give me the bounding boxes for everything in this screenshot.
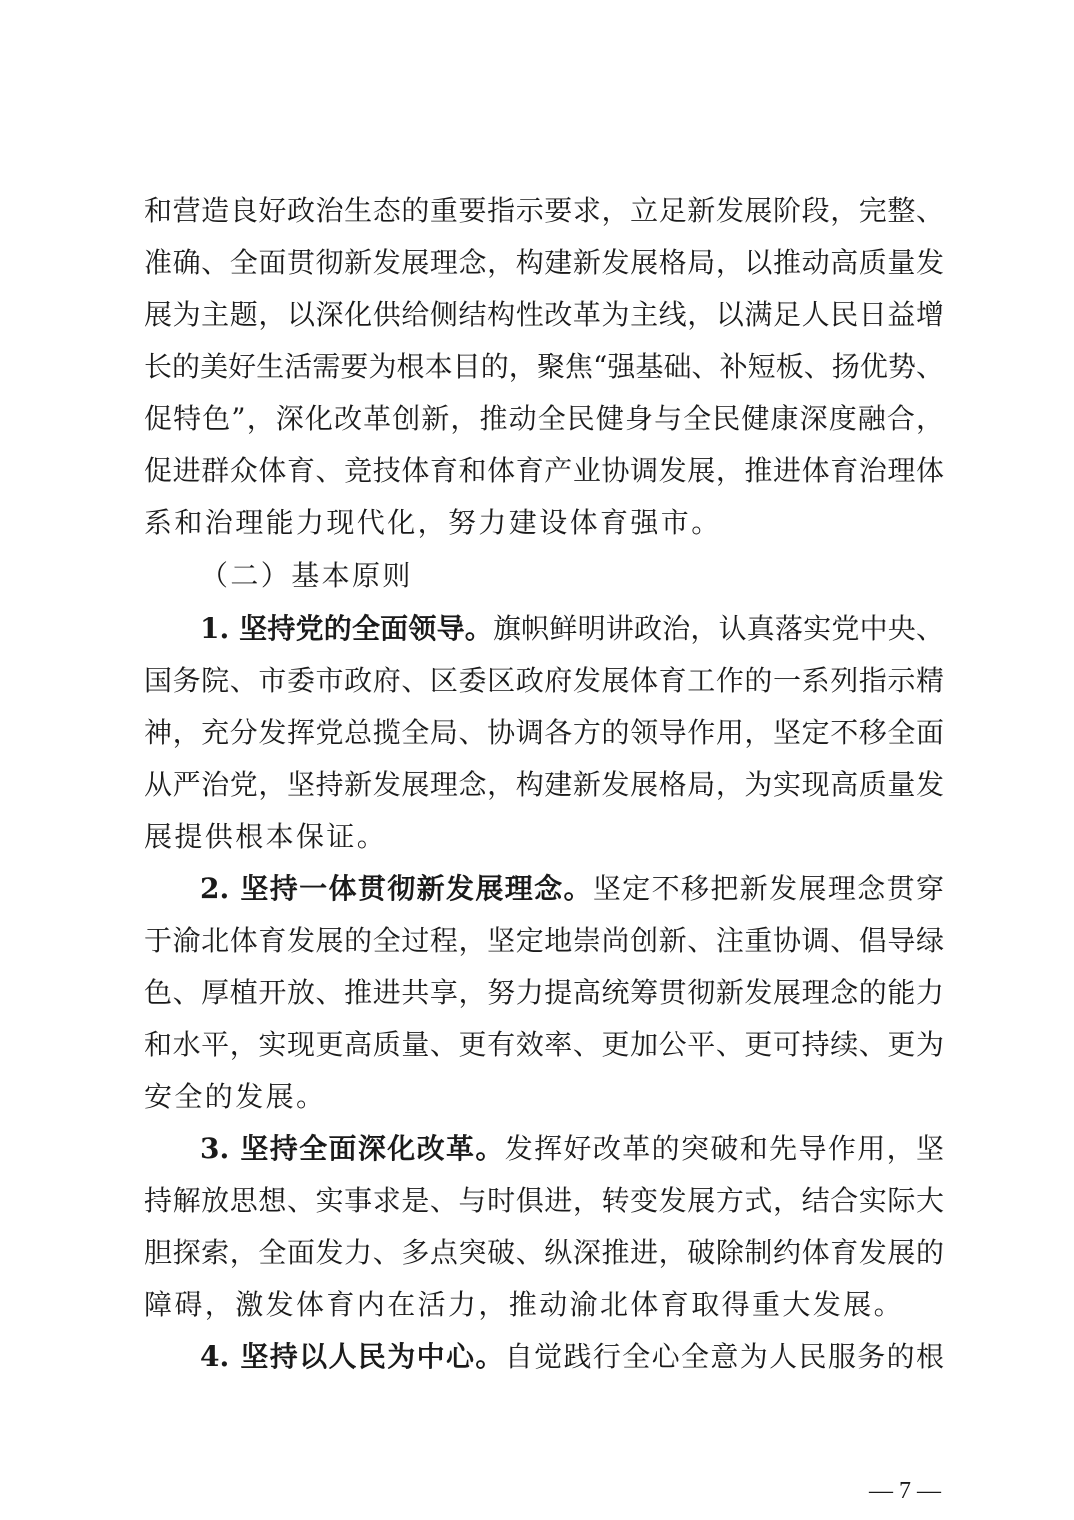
- principle-2-line: [200, 871, 944, 907]
- paragraph-line: 系和治理能力现代化，努力建设体育强市。: [144, 506, 722, 539]
- paragraph-line: 长的美好生活需要为根本目的，聚焦“强基础、补短板、扬优势、: [144, 350, 944, 383]
- principle-4-line: [200, 1339, 944, 1375]
- paragraph-line: 和水平，实现更高质量、更有效率、更加公平、更可持续、更为: [144, 1028, 944, 1061]
- paragraph-line: 展提供根本保证。: [144, 820, 388, 853]
- paragraph-line: 展为主题，以深化供给侧结构性改革为主线，以满足人民日益增: [144, 298, 944, 331]
- paragraph-line: 准确、全面贯彻新发展理念，构建新发展格局，以推动高质量发: [144, 246, 944, 279]
- paragraph-line: 促进群众体育、竞技体育和体育产业协调发展，推进体育治理体: [144, 454, 944, 487]
- principle-4-title: 4. 坚持以人民为中心。: [200, 1340, 505, 1373]
- principle-3-text: 发挥好改革的突破和先导作用，坚: [504, 1132, 944, 1165]
- principle-2-title: 2. 坚持一体贯彻新发展理念。: [200, 872, 593, 905]
- principle-4-text: 自觉践行全心全意为人民服务的根: [504, 1340, 944, 1373]
- principle-3-title: 3. 坚持全面深化改革。: [200, 1132, 505, 1165]
- principle-1-text: 旗帜鲜明讲政治，认真落实党中央、: [492, 612, 944, 645]
- principle-2-text: 坚定不移把新发展理念贯穿: [592, 872, 944, 905]
- paragraph-line: 色、厚植开放、推进共享，努力提高统筹贯彻新发展理念的能力: [144, 976, 944, 1009]
- paragraph-line: 促特色”，深化改革创新，推动全民健身与全民健康深度融合，: [144, 402, 944, 435]
- paragraph-line: 和营造良好政治生态的重要指示要求，立足新发展阶段，完整、: [144, 194, 944, 227]
- paragraph-line: 安全的发展。: [144, 1080, 327, 1113]
- principle-1-line: [200, 611, 944, 647]
- paragraph-line: 从严治党，坚持新发展理念，构建新发展格局，为实现高质量发: [144, 768, 944, 801]
- principle-1-title: 1. 坚持党的全面领导。: [200, 612, 493, 645]
- paragraph-line: 持解放思想、实事求是、与时俱进，转变发展方式，结合实际大: [144, 1184, 944, 1217]
- paragraph-line: 国务院、市委市政府、区委区政府发展体育工作的一系列指示精: [144, 664, 944, 697]
- paragraph-line: 神，充分发挥党总揽全局、协调各方的领导作用，坚定不移全面: [144, 716, 944, 749]
- principle-3-line: [200, 1131, 944, 1167]
- paragraph-line: 障碍，激发体育内在活力，推动渝北体育取得重大发展。: [144, 1288, 905, 1321]
- page-number: — 7 —: [869, 1478, 941, 1504]
- section-heading: （二）基本原则: [200, 559, 413, 592]
- paragraph-line: 于渝北体育发展的全过程，坚定地崇尚创新、注重协调、倡导绿: [144, 924, 944, 957]
- paragraph-line: 胆探索，全面发力、多点突破、纵深推进，破除制约体育发展的: [144, 1236, 944, 1269]
